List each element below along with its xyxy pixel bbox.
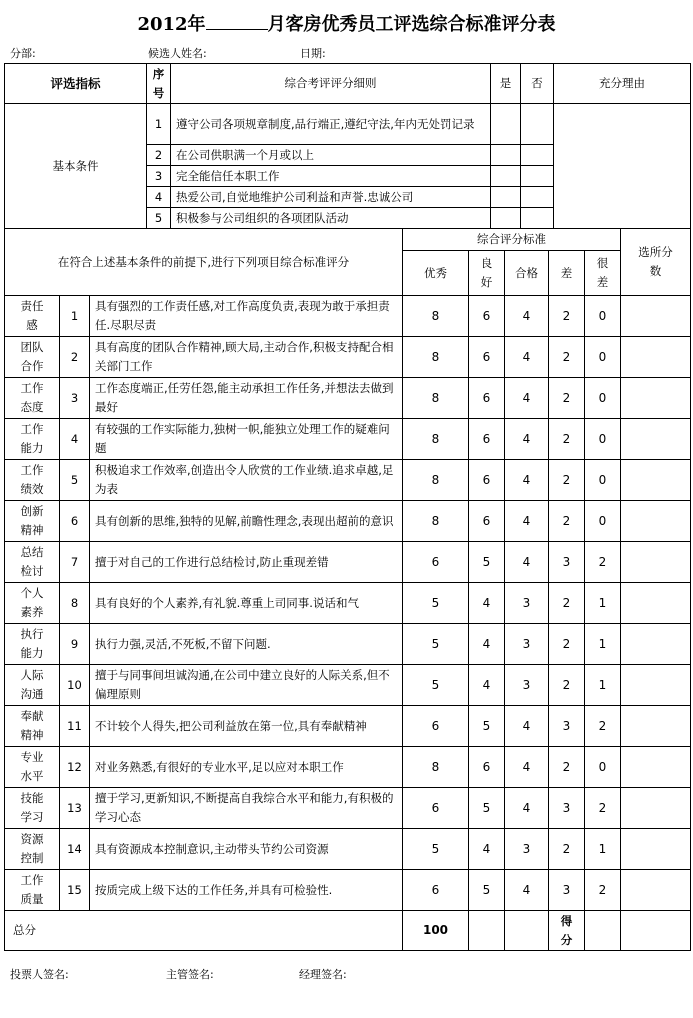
- header-seq: 序号: [146, 63, 171, 104]
- standard-header: 综合评分标准: [402, 228, 621, 251]
- chosen-score-cell[interactable]: [620, 541, 691, 583]
- criterion-text: 执行力强,灵活,不死板,不留下问题.: [89, 623, 403, 665]
- score-option[interactable]: 4: [504, 500, 549, 542]
- score-option[interactable]: 4: [468, 623, 505, 665]
- basic-yes-cell[interactable]: [490, 207, 521, 229]
- basic-no-cell[interactable]: [520, 186, 554, 208]
- score-option[interactable]: 6: [402, 787, 469, 829]
- criterion-name: 执行能力: [4, 623, 60, 665]
- score-option[interactable]: 2: [548, 418, 585, 460]
- basic-condition-text: 遵守公司各项规章制度,品行端正,遵纪守法,年内无处罚记录: [170, 103, 491, 145]
- chosen-score-cell[interactable]: [620, 746, 691, 788]
- criterion-name: 奉献精神: [4, 705, 60, 747]
- criterion-name: 总结检讨: [4, 541, 60, 583]
- score-option[interactable]: 8: [402, 418, 469, 460]
- level-header-5: 很差: [584, 250, 621, 296]
- criterion-text: 具有高度的团队合作精神,顾大局,主动合作,积极支持配合相关部门工作: [89, 336, 403, 378]
- score-option[interactable]: 6: [468, 336, 505, 378]
- chosen-score-header: 选所分数: [620, 228, 691, 296]
- score-option[interactable]: 5: [468, 541, 505, 583]
- basic-condition-text: 在公司供职满一个月或以上: [170, 144, 491, 166]
- total-max: 100: [402, 910, 469, 951]
- score-option[interactable]: 3: [548, 705, 585, 747]
- criterion-text: 擅于对自己的工作进行总结检讨,防止重现差错: [89, 541, 403, 583]
- chosen-score-cell[interactable]: [620, 459, 691, 501]
- score-option[interactable]: 6: [402, 541, 469, 583]
- chosen-score-cell[interactable]: [620, 582, 691, 624]
- total-label: 总分: [4, 910, 403, 951]
- criterion-seq: 2: [59, 336, 90, 378]
- criterion-seq: 11: [59, 705, 90, 747]
- criterion-text: 具有创新的思维,独特的见解,前瞻性理念,表现出超前的意识: [89, 500, 403, 542]
- criterion-text: 按质完成上级下达的工作任务,并具有可检验性.: [89, 869, 403, 911]
- total-empty-3: [620, 910, 691, 951]
- basic-seq: 1: [146, 103, 171, 145]
- score-option[interactable]: 4: [504, 295, 549, 337]
- criterion-seq: 13: [59, 787, 90, 829]
- criterion-name: 团队合作: [4, 336, 60, 378]
- score-value-cell[interactable]: [584, 910, 621, 951]
- criterion-seq: 9: [59, 623, 90, 665]
- criterion-text: 擅于与同事间坦诚沟通,在公司中建立良好的人际关系,但不偏理原则: [89, 664, 403, 706]
- total-empty-1: [468, 910, 505, 951]
- supervisor-signature: 主管签名:: [166, 968, 214, 981]
- criterion-seq: 7: [59, 541, 90, 583]
- basic-seq: 2: [146, 144, 171, 166]
- score-option[interactable]: 2: [584, 787, 621, 829]
- level-header-3: 合格: [504, 250, 549, 296]
- basic-no-cell[interactable]: [520, 103, 554, 145]
- criterion-name: 专业水平: [4, 746, 60, 788]
- criterion-name: 工作质量: [4, 869, 60, 911]
- score-option[interactable]: 0: [584, 459, 621, 501]
- score-option[interactable]: 0: [584, 418, 621, 460]
- score-option[interactable]: 4: [468, 664, 505, 706]
- score-option[interactable]: 2: [584, 869, 621, 911]
- chosen-score-cell[interactable]: [620, 377, 691, 419]
- level-header-1: 优秀: [402, 250, 469, 296]
- basic-seq: 5: [146, 207, 171, 229]
- score-option[interactable]: 6: [402, 705, 469, 747]
- criterion-text: 积极追求工作效率,创造出令人欣赏的工作业绩.追求卓越,足为表: [89, 459, 403, 501]
- chosen-score-cell[interactable]: [620, 418, 691, 460]
- month-blank[interactable]: [206, 15, 268, 30]
- criterion-seq: 4: [59, 418, 90, 460]
- score-option[interactable]: 2: [548, 459, 585, 501]
- score-option[interactable]: 3: [504, 582, 549, 624]
- chosen-score-cell[interactable]: [620, 500, 691, 542]
- criterion-text: 不计较个人得失,把公司利益放在第一位,具有奉献精神: [89, 705, 403, 747]
- voter-signature: 投票人签名:: [10, 968, 69, 981]
- criterion-seq: 5: [59, 459, 90, 501]
- criterion-name: 工作绩效: [4, 459, 60, 501]
- basic-conditions-label: 基本条件: [4, 103, 147, 229]
- manager-signature: 经理签名:: [299, 968, 347, 981]
- score-option[interactable]: 0: [584, 336, 621, 378]
- criterion-text: 具有资源成本控制意识,主动带头节约公司资源: [89, 828, 403, 870]
- score-option[interactable]: 0: [584, 295, 621, 337]
- score-option[interactable]: 3: [548, 541, 585, 583]
- criterion-name: 创新精神: [4, 500, 60, 542]
- basic-condition-text: 热爱公司,自觉地维护公司利益和声誉.忠诚公司: [170, 186, 491, 208]
- score-option[interactable]: 4: [468, 828, 505, 870]
- score-option[interactable]: 3: [504, 664, 549, 706]
- score-option[interactable]: 1: [584, 623, 621, 665]
- score-option[interactable]: 8: [402, 377, 469, 419]
- score-option[interactable]: 2: [548, 336, 585, 378]
- score-option[interactable]: 4: [504, 459, 549, 501]
- chosen-score-cell[interactable]: [620, 295, 691, 337]
- criterion-seq: 14: [59, 828, 90, 870]
- criterion-name: 工作态度: [4, 377, 60, 419]
- score-option[interactable]: 4: [504, 336, 549, 378]
- score-option[interactable]: 8: [402, 295, 469, 337]
- level-header-2: 良好: [468, 250, 505, 296]
- score-option[interactable]: 0: [584, 500, 621, 542]
- score-option[interactable]: 2: [548, 377, 585, 419]
- score-option[interactable]: 8: [402, 746, 469, 788]
- level-header-4: 差: [548, 250, 585, 296]
- criterion-text: 工作态度端正,任劳任怨,能主动承担工作任务,并想法去做到最好: [89, 377, 403, 419]
- score-option[interactable]: 8: [402, 500, 469, 542]
- score-option[interactable]: 2: [584, 705, 621, 747]
- criterion-seq: 10: [59, 664, 90, 706]
- basic-reason-cell[interactable]: [553, 103, 691, 229]
- chosen-score-cell[interactable]: [620, 869, 691, 911]
- total-empty-2: [504, 910, 549, 951]
- branch-label: 分部:: [10, 47, 36, 60]
- score-option[interactable]: 6: [468, 746, 505, 788]
- criterion-name: 技能学习: [4, 787, 60, 829]
- score-option[interactable]: 4: [504, 377, 549, 419]
- score-option[interactable]: 0: [584, 377, 621, 419]
- criterion-text: 擅于学习,更新知识,不断提高自我综合水平和能力,有积极的学习心态: [89, 787, 403, 829]
- basic-seq: 3: [146, 165, 171, 187]
- score-option[interactable]: 0: [584, 746, 621, 788]
- score-option[interactable]: 3: [548, 787, 585, 829]
- criterion-seq: 8: [59, 582, 90, 624]
- header-detail: 综合考评评分细则: [170, 63, 491, 104]
- basic-no-cell[interactable]: [520, 165, 554, 187]
- criterion-seq: 1: [59, 295, 90, 337]
- criterion-text: 具有良好的个人素养,有礼貌.尊重上司同事.说话和气: [89, 582, 403, 624]
- basic-yes-cell[interactable]: [490, 103, 521, 145]
- criterion-seq: 3: [59, 377, 90, 419]
- criterion-name: 责任感: [4, 295, 60, 337]
- basic-no-cell[interactable]: [520, 144, 554, 166]
- score-option[interactable]: 2: [548, 295, 585, 337]
- basic-yes-cell[interactable]: [490, 186, 521, 208]
- score-option[interactable]: 6: [468, 377, 505, 419]
- chosen-score-cell[interactable]: [620, 705, 691, 747]
- score-option[interactable]: 8: [402, 336, 469, 378]
- basic-condition-text: 完全能信任本职工作: [170, 165, 491, 187]
- criterion-text: 对业务熟悉,有很好的专业水平,足以应对本职工作: [89, 746, 403, 788]
- score-option[interactable]: 5: [468, 869, 505, 911]
- score-option[interactable]: 4: [504, 418, 549, 460]
- score-label: 得分: [548, 910, 585, 951]
- chosen-score-cell[interactable]: [620, 336, 691, 378]
- score-option[interactable]: 4: [504, 787, 549, 829]
- basic-yes-cell[interactable]: [490, 144, 521, 166]
- score-option[interactable]: 6: [402, 869, 469, 911]
- criterion-seq: 15: [59, 869, 90, 911]
- score-option[interactable]: 1: [584, 664, 621, 706]
- header-reason: 充分理由: [553, 63, 691, 104]
- score-option[interactable]: 6: [468, 295, 505, 337]
- header-no: 否: [520, 63, 554, 104]
- form-title: 2012年 月客房优秀员工评选综合标准评分表: [137, 14, 556, 35]
- candidate-label: 候选人姓名:: [148, 47, 207, 60]
- score-option[interactable]: 1: [584, 582, 621, 624]
- basic-yes-cell[interactable]: [490, 165, 521, 187]
- score-option[interactable]: 6: [468, 459, 505, 501]
- chosen-score-cell[interactable]: [620, 828, 691, 870]
- criterion-name: 资源控制: [4, 828, 60, 870]
- score-option[interactable]: 3: [504, 623, 549, 665]
- criterion-seq: 12: [59, 746, 90, 788]
- score-option[interactable]: 6: [468, 500, 505, 542]
- chosen-score-cell[interactable]: [620, 623, 691, 665]
- chosen-score-cell[interactable]: [620, 664, 691, 706]
- premise-text: 在符合上述基本条件的前提下,进行下列项目综合标准评分: [4, 228, 403, 296]
- score-option[interactable]: 3: [504, 828, 549, 870]
- header-yes: 是: [490, 63, 521, 104]
- basic-seq: 4: [146, 186, 171, 208]
- score-option[interactable]: 5: [468, 787, 505, 829]
- score-option[interactable]: 4: [504, 869, 549, 911]
- score-option[interactable]: 5: [468, 705, 505, 747]
- score-option[interactable]: 5: [402, 623, 469, 665]
- score-option[interactable]: 5: [402, 828, 469, 870]
- score-option[interactable]: 4: [504, 705, 549, 747]
- criterion-text: 有较强的工作实际能力,独树一帜,能独立处理工作的疑难问题: [89, 418, 403, 460]
- criterion-name: 个人素养: [4, 582, 60, 624]
- criterion-name: 工作能力: [4, 418, 60, 460]
- score-option[interactable]: 6: [468, 418, 505, 460]
- score-option[interactable]: 2: [548, 746, 585, 788]
- score-option[interactable]: 2: [548, 500, 585, 542]
- date-label: 日期:: [300, 47, 326, 60]
- score-option[interactable]: 2: [548, 664, 585, 706]
- score-option[interactable]: 4: [468, 582, 505, 624]
- score-option[interactable]: 5: [402, 582, 469, 624]
- score-option[interactable]: 1: [584, 828, 621, 870]
- score-option[interactable]: 4: [504, 746, 549, 788]
- header-indicator: 评选指标: [4, 63, 147, 104]
- score-option[interactable]: 3: [548, 869, 585, 911]
- score-option[interactable]: 2: [584, 541, 621, 583]
- basic-no-cell[interactable]: [520, 207, 554, 229]
- score-option[interactable]: 2: [548, 623, 585, 665]
- score-option[interactable]: 4: [504, 541, 549, 583]
- score-option[interactable]: 5: [402, 664, 469, 706]
- criterion-seq: 6: [59, 500, 90, 542]
- criterion-text: 具有强烈的工作责任感,对工作高度负责,表现为敢于承担责任.尽职尽责: [89, 295, 403, 337]
- chosen-score-cell[interactable]: [620, 787, 691, 829]
- score-option[interactable]: 8: [402, 459, 469, 501]
- criterion-name: 人际沟通: [4, 664, 60, 706]
- basic-condition-text: 积极参与公司组织的各项团队活动: [170, 207, 491, 229]
- score-option[interactable]: 2: [548, 582, 585, 624]
- score-option[interactable]: 2: [548, 828, 585, 870]
